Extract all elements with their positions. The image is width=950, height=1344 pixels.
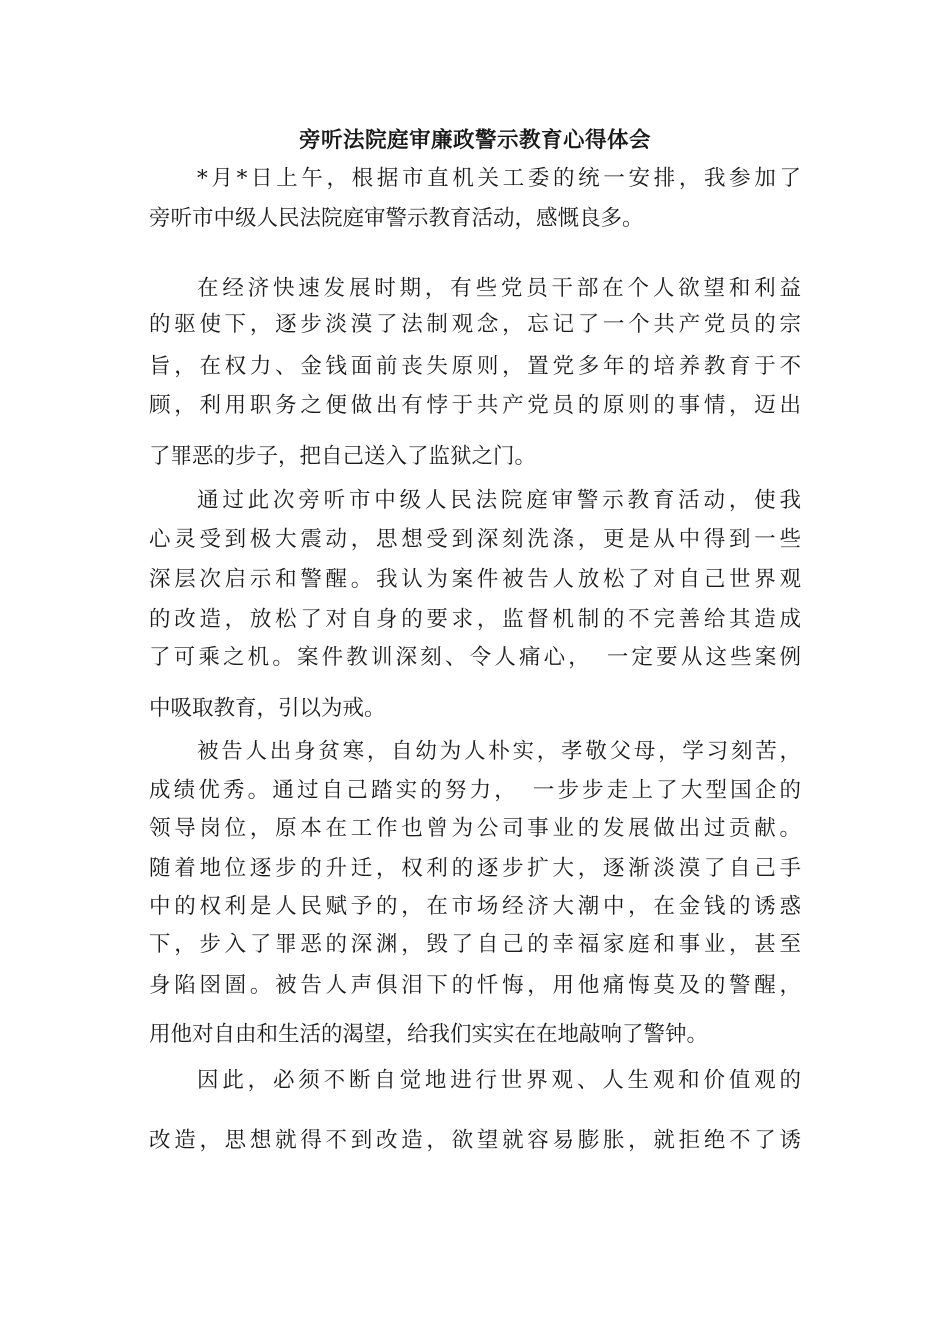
paragraph-4-line-5: 中的权利是人民赋予的，在市场经济大潮中，在金钱的诱惑 bbox=[149, 894, 801, 919]
paragraph-3-line-2: 心灵受到极大震动，思想受到深刻洗涤，更是从中得到一些 bbox=[149, 527, 801, 552]
paragraph-3-line-6: 中吸取教育，引以为戒。 bbox=[149, 696, 386, 721]
paragraph-4-line-2: 成绩优秀。通过自己踏实的努力， 一步步走上了大型国企的 bbox=[149, 778, 801, 803]
paragraph-5-line-2: 改造，思想就得不到改造，欲望就容易膨胀，就拒绝不了诱 bbox=[149, 1128, 801, 1153]
paragraph-3-line-1: 通过此次旁听市中级人民法院庭审警示教育活动，使我 bbox=[197, 488, 801, 513]
paragraph-2-line-2: 的驱使下，逐步淡漠了法制观念，忘记了一个共产党员的宗 bbox=[149, 312, 801, 337]
paragraph-3-line-3: 深层次启示和警醒。我认为案件被告人放松了对自己世界观 bbox=[149, 567, 801, 592]
paragraph-1-line-1: *月*日上午，根据市直机关工委的统一安排，我参加了 bbox=[197, 166, 801, 191]
paragraph-1-line-2: 旁听市中级人民法院庭审警示教育活动，感慨良多。 bbox=[149, 206, 644, 231]
paragraph-2-line-1: 在经济快速发展时期，有些党员干部在个人欲望和利益 bbox=[197, 276, 801, 301]
paragraph-5-line-1: 因此，必须不断自觉地进行世界观、人生观和价值观的 bbox=[197, 1068, 801, 1093]
paragraph-3-line-5: 了可乘之机。案件教训深刻、令人痛心， 一定要从这些案例 bbox=[149, 645, 801, 670]
document-title: 旁听法院庭审廉政警示教育心得体会 bbox=[298, 128, 651, 153]
paragraph-4-line-1: 被告人出身贫寒，自幼为人朴实，孝敬父母，学习刻苦， bbox=[197, 739, 801, 764]
paragraph-3-line-4: 的改造，放松了对自身的要求，监督机制的不完善给其造成 bbox=[149, 607, 801, 632]
paragraph-2-line-3: 旨，在权力、金钱面前丧失原则，置党多年的培养教育于不 bbox=[149, 354, 801, 379]
paragraph-2-line-4: 顾，利用职务之便做出有悖于共产党员的原则的事情，迈出 bbox=[149, 393, 801, 418]
paragraph-4-line-7: 身陷囹圄。被告人声俱泪下的忏悔，用他痛悔莫及的警醒， bbox=[149, 973, 801, 998]
paragraph-4-line-3: 领导岗位，原本在工作也曾为公司事业的发展做出过贡献。 bbox=[149, 816, 801, 841]
paragraph-4-line-4: 随着地位逐步的升迁，权利的逐步扩大，逐渐淡漠了自己手 bbox=[149, 856, 801, 881]
paragraph-4-line-8: 用他对自由和生活的渴望，给我们实实在在地敲响了警钟。 bbox=[149, 1022, 709, 1047]
paragraph-4-line-6: 下，步入了罪恶的深渊，毁了自己的幸福家庭和事业，甚至 bbox=[149, 932, 801, 957]
paragraph-2-line-5: 了罪恶的步子，把自己送入了监狱之门。 bbox=[149, 444, 537, 469]
